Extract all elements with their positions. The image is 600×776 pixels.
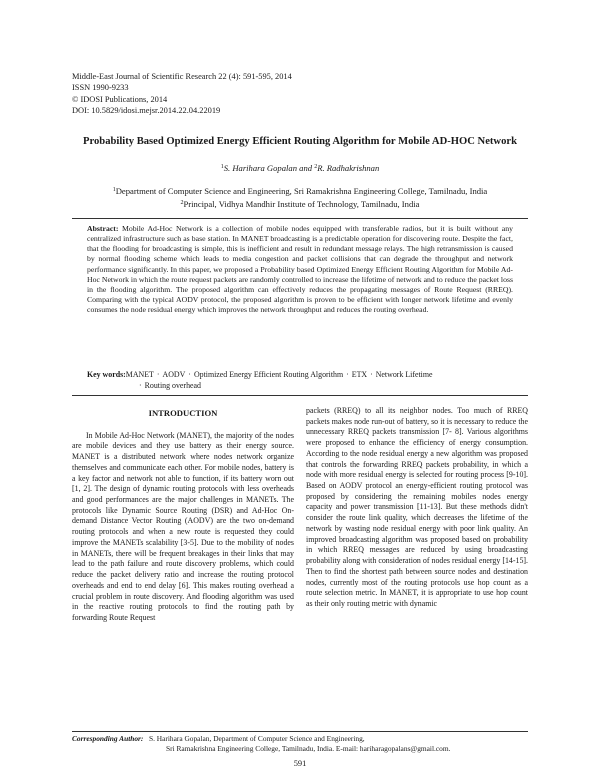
page-number: 591 [293,759,307,768]
keyword-item: MANET [125,370,154,379]
keyword-item: Optimized Energy Efficient Routing Algorithm [193,370,344,379]
abstract-text: Mobile Ad-Hoc Network is a collection of mobile nodes equipped with transferable radios, but it is built without any centralized infrastructure such as base station. In MANET broadcasting is a predictable operation for discovering route. Despite the fact, that the flooding for broadcasting is simple, this is inefficient and result in redundant message relays. The high retransmission is caused by normal flooding scheme which leads to media congestion and packet collisions that can degrade the throughput and network performance significantly. In this paper, we proposed a Probability based Optimized Energy Efficient Routing Algorithm for Mobile Ad-Hoc Network in which the route request packets are randomly controlled to increase the lifetime of network and to reduce the packet loss in the flooding algorithm. The proposed algorithm can effectively reduces the propagating messages of Route Request (RREQ). Comparing with the typical AODV protocol, the proposed algorithm is proven to be efficient with longer network lifetime and evenly consumes the node residual energy which improves the network throughput and reduces the routing overhead. [87,224,513,315]
keyword-item: AODV [162,370,186,379]
journal-doi: DOI: 10.5829/idosi.mejsr.2014.22.04.22019 [72,106,221,116]
author-line [0,163,600,173]
keyword-separator: · [346,370,349,379]
affiliation-1-superscript: 1 [112,187,116,193]
journal-info [72,71,292,117]
keywords-bottom-rule [72,395,528,396]
introduction-paragraph-right: packets (RREQ) to all its neighbor nodes. Too much of RREQ packets makes node run-out of battery, so it is necessary to reduce the unnecessary RREQ packets transmission [7- 8]. Various algorithms were proposed to enhance the efficiency of energy consumption. According to the node residual energy a new algorithm was proposed that controls the forwarding RREQ packets probability, in which a node with more residual energy is selected for routing process [9-10]. Based on AODV protocol an energy-efficient routing protocol was proposed by considering the remaining mobiles nodes energy capacity and power transmission [11-13]. But these methods didn't consider the route link quality, which decreases the lifetime of the network by wasting node residual energy with poor link quality. An improved broadcasting algorithm was proposed based on probability in which RREQ messages are reduced by using broadcasting probability along with consideration of nodes residual energy [14-15]. Then to find the shortest path between source nodes and destination nodes, currently most of the routing protocols use hop count as a route selection metric. In MANET, it is appropriate to use hop count as their only routing metric with dynamic [306,406,528,608]
keywords [87,370,513,391]
corresponding-author [72,734,532,755]
author2-name: R. Radhakrishnan [317,163,380,173]
journal-citation: Middle-East Journal of Scientific Research 22 (4): 591-595, 2014 [72,72,292,81]
journal-copyright: © IDOSI Publications, 2014 [72,94,168,104]
affiliation-1 [0,185,600,198]
affiliation-2-text: Principal, Vidhya Mandhir Institute of Technology, Tamilnadu, India [183,198,420,209]
author2-superscript: 2 [314,164,318,170]
affiliation-2 [0,198,600,211]
introduction-heading: INTRODUCTION [148,408,218,418]
corresponding-rule [72,731,528,732]
abstract-top-rule [72,218,528,219]
journal-issn: ISSN 1990-9233 [72,83,129,93]
keyword-separator: · [188,370,191,379]
left-column [72,408,294,624]
right-column [306,406,528,610]
affiliation-1-text: Department of Computer Science and Engineering, Sri Ramakrishna Engineering College, Tamilnadu, India [115,186,488,196]
introduction-paragraph-left: In Mobile Ad-Hoc Network (MANET), the majority of the nodes are mobile devices and they use battery as their energy source. MANET is a distributed network where nodes network organize themselves and communicate each other. For mobile nodes, battery is a key factor and network not able to function, if its battery worn out [1, 2]. The design of dynamic routing protocols with less overheads and good performances are the major challenges in MANETs. The protocols like Dynamic Source Routing (DSR) and Ad-Hoc On-demand Distance Vector Routing (AODV) are the two on-demand routing protocols and when a new route is requested they could improve the MANETs scalability [3-5]. Due to the mobility of nodes in MANETs, there will be frequent breakages in their links that may lead to the path failure and route discovery problems, which could reduce the packet delivery ratio and increase the routing protocol overheads and end to end delay [6]. This makes routing overhead a crucial problem in route discovery. And flooding algorithm was used in the reactive routing protocols to find the routing path by forwarding Route Request [72,430,294,622]
abstract-label: Abstract: [87,224,119,233]
affiliation-2-superscript: 2 [180,199,184,206]
keyword-item: Network Lifetime [375,370,433,379]
abstract [87,224,513,315]
keyword-separator: · [139,380,142,390]
keyword-item: ETX [351,370,368,379]
corresponding-line1: S. Harihara Gopalan, Department of Computer Science and Engineering, [148,734,365,743]
affiliations [0,185,600,211]
corresponding-line2: Sri Ramakrishna Engineering College, Tamilnadu, India. E-mail: hariharagopalans@gmail.com. [166,744,451,754]
keyword-separator: · [370,370,373,379]
paper-title: Probability Based Optimized Energy Efficient Routing Algorithm for Mobile AD-HOC Network [83,136,517,147]
author1-superscript: 1 [220,164,224,170]
corresponding-label: Corresponding Author: [72,734,144,743]
author1-name: S. Harihara Gopalan and [223,163,313,173]
keywords-label: Key words: [87,370,126,379]
keyword-separator: · [156,370,160,379]
keyword-item: Routing overhead [144,380,201,390]
